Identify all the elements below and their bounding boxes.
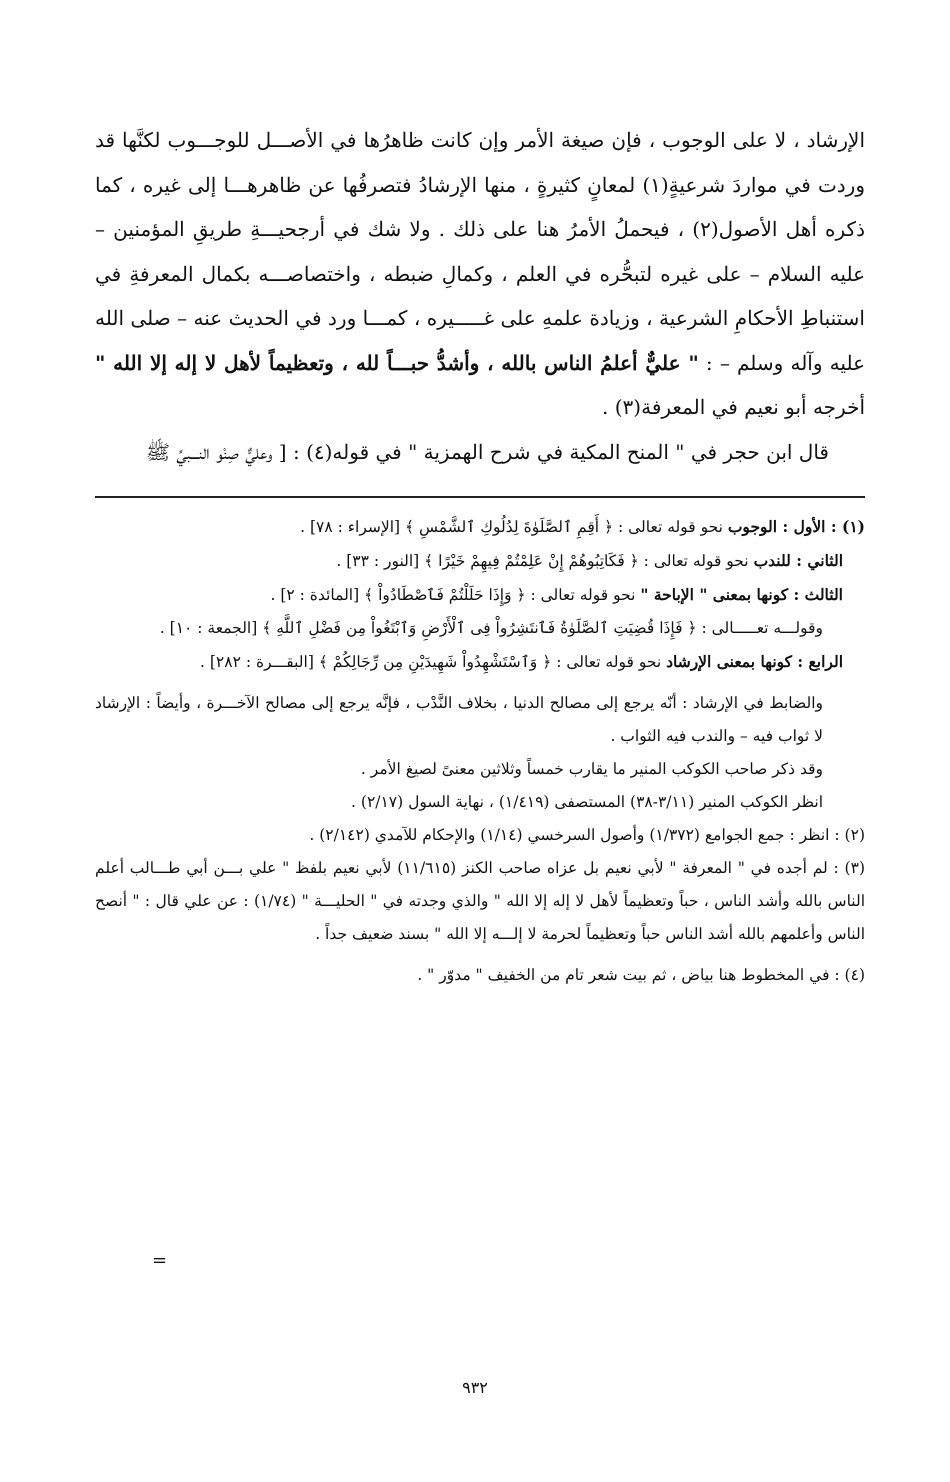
page-content xyxy=(95,118,865,992)
footnotes xyxy=(95,510,865,992)
footnote-1-third-cont: وقولـــه تعـــــالى : ﴿ فَإِذَا قُضِيَتِ ٱلصَّلَوٰةُ فَٱنتَشِرُواْ فِى ٱلْأَرْضِ وَٱبْتَغُواْ مِن فَضْلِ ٱللَّهِ ﴾ [الجمعة : ١٠] . xyxy=(159,619,823,637)
footnote-3: (٣) : لم أجده في " المعرفة " لأبي نعيم بل عزاه صاحب الكنز (١١/٦١٥) لأبي نعيم بلفظ " علي بـــن أبي طـــالب أعلم الناس بالله وأشد الناس ، حباً وتعظيماً لأهل لا إله إلا الله " والذي وجدته في " الحليـــة " (١/٧٤) : عن علي قال : " أنصح الناس وأعلمهم بالله أشد الناس حباً وتعظيماً لحرمة لا إلـــه إلا الله " بسند ضعيف جداً . xyxy=(95,859,865,943)
hadith-quote: " عليٌّ أعلمُ الناس بالله ، وأشدُّ حبـــاً لله ، وتعظيماً لأهل لا إله إلا الله " xyxy=(95,350,699,375)
main-text xyxy=(95,118,865,474)
paragraph-text-end: أخرجه أبو نعيم في المعرفة(٣) . xyxy=(602,395,865,419)
footnote-1: (١) : الأول : الوجوب نحو قوله تعالى : ﴿ أَقِمِ ٱلصَّلَوٰةَ لِدُلُوكِ ٱلشَّمْسِ ﴾ [الإسراء : ٧٨] . xyxy=(300,517,865,536)
footnote-separator xyxy=(95,496,865,498)
footnote-1-fourth: الرابع : كونها بمعنى الإرشاد نحو قوله تعالى : ﴿ وَٱسْتَشْهِدُواْ شَهِيدَيْنِ مِن رِّجَالِكُمْ ﴾ [البقـــرة : ٢٨٢] . xyxy=(200,652,843,671)
stray-mark: = xyxy=(152,1250,168,1271)
footnote-1-rule: والضابط في الإرشاد : أنّه يرجع إلى مصالح الدنيا ، بخلاف النَّدْب ، فإنَّه يرجع إلى مصالح الآخـــرة ، وأيضاً : الإرشاد لا ثواب فيه – والندب فيه الثواب . xyxy=(95,694,823,745)
main-paragraph-2: قال ابن حجر في " المنح المكية في شرح الهمزية " في قوله(٤) : [ وعليٌّ صِنْو النـــبيِّ ﷺ xyxy=(145,439,829,464)
footnote-1-third: الثالث : كونها بمعنى " الإباحة " نحو قوله تعالى : ﴿ وَإِذَا حَلَلْتُمْ فَٱصْطَادُواْ ﴾ [المائدة : ٢] . xyxy=(270,585,843,604)
main-paragraph xyxy=(95,118,865,430)
paragraph-text: الإرشاد ، لا على الوجوب ، فإن صيغة الأمر وإن كانت ظاهرُها في الأصـــل للوجـــوب لكنَّها قد وردت في مواردَ شرعيةٍ(١) لمعانٍ كثيرةٍ ، منها الإرشادُ فتصرفُها عن ظاهرهـــا إلى غيره ، كما ذكره أهل الأصول(٢) ، فيحملُ الأمرُ هنا على ذلك . ولا شك في أرجحيـــةِ طريقِ المؤمنين – عليه السلام – على غيره لتبحُّره في العلم ، وكمالِ ضبطه ، واختصاصـــه بكمال المعرفةِ في استنباطِ الأحكامِ الشرعية ، وزيادة علمهِ على غـــــيره ، كمـــا ورد في الحديث عنه – صلى الله عليه وآله وسلم – : xyxy=(95,128,865,375)
page-number: ٩٣٢ xyxy=(462,1378,488,1397)
footnote-1-second: الثاني : للندب نحو قوله تعالى : ﴿ فَكَاتِبُوهُمْ إِنْ عَلِمْتُمْ فِيهِمْ خَيْرًا ﴾ [النور : ٣٣] . xyxy=(336,551,843,570)
footnote-1-note: وقد ذكر صاحب الكوكب المنير ما يقارب خمساً وثلاثين معنىً لصيغ الأمر . xyxy=(360,760,823,778)
footnote-1-refs: انظر الكوكب المنير (٣/١١-٣٨) المستصفى (١/٤١٩) ، نهاية السول (٢/١٧) . xyxy=(351,793,823,811)
footnote-4: (٤) : في المخطوط هنا بياض ، ثم بيت شعر تام من الخفيف " مدوّر " . xyxy=(417,966,865,984)
footnote-2: (٢) : انظر : جمع الجوامع (١/٣٧٢) وأصول السرخسي (١/١٤) والإحكام للآمدي (٢/١٤٢) . xyxy=(309,826,865,844)
